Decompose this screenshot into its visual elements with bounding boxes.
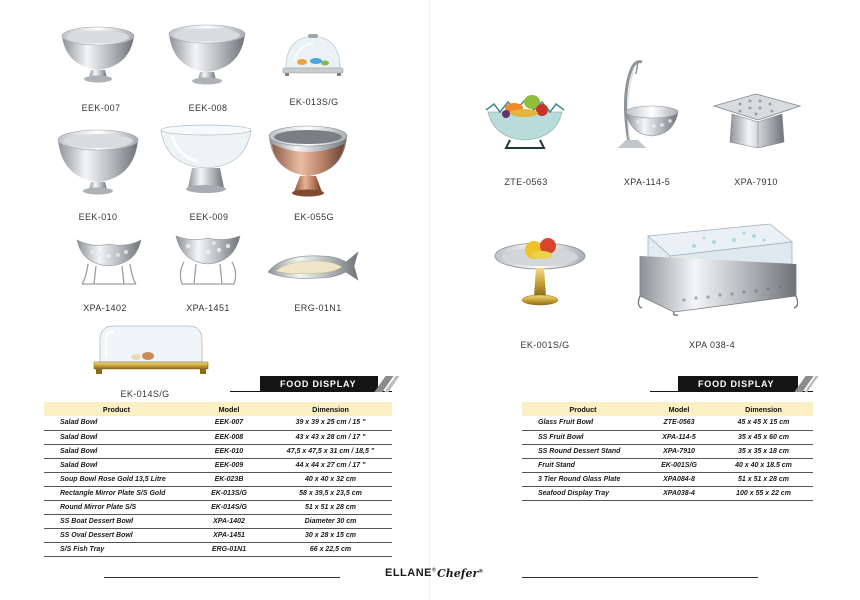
column-header-dimension: Dimension (269, 402, 392, 416)
product-code: EEK-007 (81, 103, 121, 113)
cell-product: SS Oval Dessert Bowl (44, 528, 189, 542)
table-header-row (44, 402, 392, 416)
product-code: XPA 038-4 (689, 340, 735, 350)
brand-logo-ellane (385, 567, 436, 579)
table-row (44, 444, 392, 458)
cell-model: XPA038-4 (644, 486, 714, 500)
spec-table (522, 402, 813, 501)
table-body (522, 416, 813, 500)
column-header-model: Model (644, 402, 714, 416)
section-banner (650, 376, 813, 392)
cell-model: EK-001S/G (644, 458, 714, 472)
cell-product: SS Fruit Bowl (522, 430, 644, 444)
product-code: ZTE-0563 (504, 177, 548, 187)
cell-model: XPA084-8 (644, 472, 714, 486)
cell-product: Salad Bowl (44, 444, 189, 458)
column-header-product: Product (522, 402, 644, 416)
cell-model: XPA-114-5 (644, 430, 714, 444)
product-code: EK-055G (294, 212, 334, 222)
cell-dimension: Diameter 30 cm (269, 514, 392, 528)
cell-product: Salad Bowl (44, 458, 189, 472)
cell-product: SS Round Dessert Stand (522, 444, 644, 458)
cell-model: EK-014S/G (189, 500, 269, 514)
cell-dimension: 51 x 51 x 28 cm (714, 472, 813, 486)
cell-dimension: 35 x 45 x 60 cm (714, 430, 813, 444)
product-image-fish-tray (264, 244, 360, 284)
product-image-oval-dessert-bowl (172, 230, 244, 288)
cell-model: XPA-7910 (644, 444, 714, 458)
cell-model: XPA-1451 (189, 528, 269, 542)
table-header-row (522, 402, 813, 416)
brand-name: Chefer (437, 567, 479, 580)
table-row (44, 472, 392, 486)
brand-logo-chefer (437, 567, 483, 580)
cell-dimension: 47,5 x 47,5 x 31 cm / 18,5 " (269, 444, 392, 458)
cell-model: EEK-009 (189, 458, 269, 472)
cell-model: EK-013S/G (189, 486, 269, 500)
table-row (522, 486, 813, 500)
section-banner (230, 376, 392, 392)
footer-rule (522, 577, 758, 578)
cell-dimension: 43 x 43 x 28 cm / 17 " (269, 430, 392, 444)
cell-product: SS Boat Dessert Bowl (44, 514, 189, 528)
cell-model: EEK-010 (189, 444, 269, 458)
product-image-fruit-stand (492, 234, 588, 314)
cell-dimension: 51 x 51 x 28 cm (269, 500, 392, 514)
product-code: EK-014S/G (120, 389, 170, 399)
product-code: EEK-010 (78, 212, 118, 222)
banner-title: FOOD DISPLAY (260, 376, 378, 392)
table-row (44, 528, 392, 542)
product-image-rose-gold-soup-bowl (266, 118, 350, 200)
cell-model: EK-023B (189, 472, 269, 486)
table-row (44, 500, 392, 514)
spec-table (44, 402, 392, 557)
column-header-dimension: Dimension (714, 402, 813, 416)
cell-product: Salad Bowl (44, 416, 189, 430)
table-row (44, 486, 392, 500)
column-header-product: Product (44, 402, 189, 416)
cell-product: Seafood Display Tray (522, 486, 644, 500)
cell-product: Salad Bowl (44, 430, 189, 444)
table-row (44, 416, 392, 430)
product-code: ERG-01N1 (294, 303, 342, 313)
cell-model: ERG-01N1 (189, 542, 269, 556)
product-image-ss-fruit-bowl-stand (608, 56, 680, 154)
product-image-mirror-plate-dome (280, 32, 346, 78)
product-code: EK-013S/G (289, 97, 339, 107)
column-header-model: Model (189, 402, 269, 416)
product-image-salad-bowl (165, 16, 249, 88)
cell-model: XPA-1402 (189, 514, 269, 528)
product-code: XPA-7910 (734, 177, 778, 187)
table-row (522, 472, 813, 486)
cell-model: EEK-007 (189, 416, 269, 430)
cell-product: Fruit Stand (522, 458, 644, 472)
registered-mark: ® (432, 567, 437, 574)
cell-dimension: 40 x 40 x 32 cm (269, 472, 392, 486)
table-row (44, 542, 392, 556)
cell-product: Glass Fruit Bowl (522, 416, 644, 430)
table-row (522, 458, 813, 472)
product-code: XPA-114-5 (623, 177, 671, 187)
table-row (522, 444, 813, 458)
cell-product: 3 Tier Round Glass Plate (522, 472, 644, 486)
cell-dimension: 44 x 44 x 27 cm / 17 " (269, 458, 392, 472)
footer-rule (104, 577, 340, 578)
cell-dimension: 58 x 39,5 x 23,5 cm (269, 486, 392, 500)
product-image-round-dessert-stand (710, 92, 802, 150)
product-code: EEK-008 (188, 103, 228, 113)
cell-dimension: 35 x 35 x 18 cm (714, 444, 813, 458)
product-image-mirror-plate-dome-gold (92, 324, 210, 376)
page-gutter (429, 0, 430, 600)
table-row (522, 416, 813, 430)
cell-dimension: 45 x 45 X 15 cm (714, 416, 813, 430)
cell-dimension: 39 x 39 x 25 cm / 15 " (269, 416, 392, 430)
product-code: XPA-1402 (83, 303, 127, 313)
cell-product: Soup Bowl Rose Gold 13,5 Litre (44, 472, 189, 486)
cell-product: Round Mirror Plate S/S (44, 500, 189, 514)
product-code: XPA-1451 (186, 303, 230, 313)
cell-model: ZTE-0563 (644, 416, 714, 430)
cell-model: EEK-008 (189, 430, 269, 444)
product-code: EEK-009 (189, 212, 229, 222)
product-image-salad-bowl (54, 122, 142, 198)
registered-mark: ® (478, 568, 484, 575)
product-image-glass-fruit-bowl (484, 86, 566, 156)
table-row (44, 514, 392, 528)
table-row (44, 430, 392, 444)
product-image-seafood-display-tray (634, 216, 798, 316)
cell-dimension: 30 x 28 x 15 cm (269, 528, 392, 542)
brand-name: ELLANE (385, 567, 432, 579)
table-body (44, 416, 392, 556)
product-image-glass-salad-bowl (158, 122, 254, 196)
banner-title: FOOD DISPLAY (678, 376, 798, 392)
table-row (522, 430, 813, 444)
cell-dimension: 100 x 55 x 22 cm (714, 486, 813, 500)
cell-dimension: 40 x 40 x 18.5 cm (714, 458, 813, 472)
cell-product: S/S Fish Tray (44, 542, 189, 556)
product-image-salad-bowl (58, 18, 138, 88)
product-code: EK-001S/G (520, 340, 570, 350)
cell-dimension: 66 x 22,5 cm (269, 542, 392, 556)
cell-product: Rectangle Mirror Plate S/S Gold (44, 486, 189, 500)
product-image-boat-dessert-bowl (74, 234, 144, 288)
table-row (44, 458, 392, 472)
